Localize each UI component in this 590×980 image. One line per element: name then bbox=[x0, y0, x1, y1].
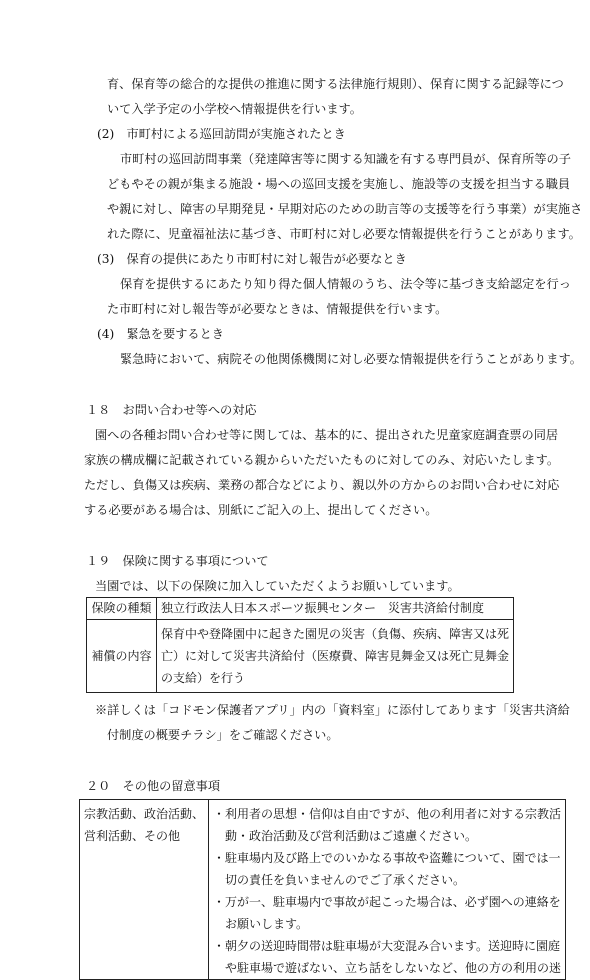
insurance-row-type bbox=[87, 598, 514, 620]
bullet-line: ・駐車場内及び路上でのいかなる事故や盗難について、園では一 bbox=[213, 851, 561, 865]
coverage-line: 亡）に対して災害共済給付（医療費、障害見舞金又は死亡見舞金 bbox=[160, 649, 509, 663]
insurance-type-value: 独立行政法人日本スポーツ振興センター 災害共済給付制度 bbox=[156, 598, 513, 620]
item2-line: や親に対し、障害の早期発見・早期対応のための助言等の支援等を行う事業）が実施さ bbox=[107, 202, 583, 216]
intro-line: 育、保育等の総合的な提供の推進に関する法律施行規則）、保育に関する記録等につ bbox=[107, 77, 564, 91]
section-18-line: 園への各種お問い合わせ等に関しては、基本的に、提出された児童家庭調査票の同居 bbox=[95, 428, 559, 442]
notes-content bbox=[209, 800, 566, 980]
section-19-heading: １９ 保険に関する事項について bbox=[86, 554, 269, 568]
coverage-line: の支給）を行う bbox=[160, 671, 245, 685]
notes-label bbox=[80, 800, 209, 980]
bullet-line: ・利用者の思想・信仰は自由ですが、他の利用者に対する宗教活 bbox=[213, 807, 562, 821]
section-20-heading: ２０ その他の留意事項 bbox=[86, 779, 221, 793]
coverage-line: 保育中や登降園中に起きた園児の災害（負傷、疾病、障害又は死 bbox=[160, 627, 509, 641]
section-18-line: 家族の構成欄に記載されている親からいただいたものに対してのみ、対応いたします。 bbox=[84, 453, 560, 467]
bullet-line: ・朝夕の送迎時間帯は駐車場が大変混み合います。送迎時に園庭 bbox=[213, 939, 561, 953]
bullet-line: 切の責任を負いませんのでご了承ください。 bbox=[213, 873, 466, 887]
insurance-type-label: 保険の種類 bbox=[87, 598, 157, 620]
item4-line: 緊急時において、病院その他関係機関に対し必要な情報提供を行うことがあります。 bbox=[120, 352, 582, 366]
notes-row bbox=[80, 800, 566, 980]
item4-heading: (4) 緊急を要するとき bbox=[97, 327, 224, 341]
intro-line: いて入学予定の小学校へ情報提供を行います。 bbox=[107, 102, 362, 116]
item3-heading: (3) 保育の提供にあたり市町村に対し報告が必要なとき bbox=[97, 252, 407, 266]
section-18-heading: １８ お問い合わせ等への対応 bbox=[86, 403, 257, 417]
item2-line: どもやその親が集まる施設・場への巡回支援を実施し、施設等の支援を担当する職員 bbox=[107, 177, 571, 191]
insurance-coverage-value bbox=[156, 620, 513, 693]
bullet-line: 動・政治活動及び営利活動はご遠慮ください。 bbox=[213, 829, 478, 843]
section-19-intro: 当園では、以下の保険に加入していただくようお願いしています。 bbox=[95, 579, 460, 593]
insurance-table bbox=[86, 597, 514, 693]
notes-label-line: 宗教活動、政治活動、 bbox=[84, 807, 205, 821]
notes-label-line: 営利活動、その他 bbox=[84, 829, 181, 843]
item2-line: 市町村の巡回訪問事業（発達障害等に関する知識を有する専門員が、保育所等の子 bbox=[120, 152, 571, 166]
bullet-line: や駐車場で遊ばない、立ち話をしないなど、他の方の利用の迷 bbox=[213, 961, 562, 975]
item3-line: 保育を提供するにあたり知り得た個人情報のうち、法令等に基づき支給認定を行っ bbox=[120, 277, 571, 291]
item3-line: た市町村に対し報告等が必要なときは、情報提供を行います。 bbox=[107, 302, 448, 316]
section-18-line: する必要がある場合は、別紙にご記入の上、提出してください。 bbox=[84, 503, 438, 517]
item2-line: れた際に、児童福祉法に基づき、市町村に対し必要な情報提供を行うことがあります。 bbox=[107, 227, 581, 241]
bullet-line: ・万が一、駐車場内で事故が起こった場合は、必ず園への連絡を bbox=[213, 895, 561, 909]
item2-heading: (2) 市町村による巡回訪問が実施されたとき bbox=[97, 127, 346, 141]
insurance-row-coverage bbox=[87, 620, 514, 693]
insurance-note-line: ※詳しくは「コドモン保護者アプリ」内の「資料室」に添付してあります「災害共済給 bbox=[95, 703, 570, 717]
insurance-note-line: 付制度の概要チラシ」をご確認ください。 bbox=[107, 728, 339, 742]
insurance-coverage-label: 補償の内容 bbox=[87, 620, 157, 693]
bullet-line: お願いします。 bbox=[213, 917, 309, 931]
notes-table bbox=[79, 799, 566, 980]
section-18-line: ただし、負傷又は疾病、業務の都合などにより、親以外の方からのお問い合わせに対応 bbox=[84, 478, 560, 492]
